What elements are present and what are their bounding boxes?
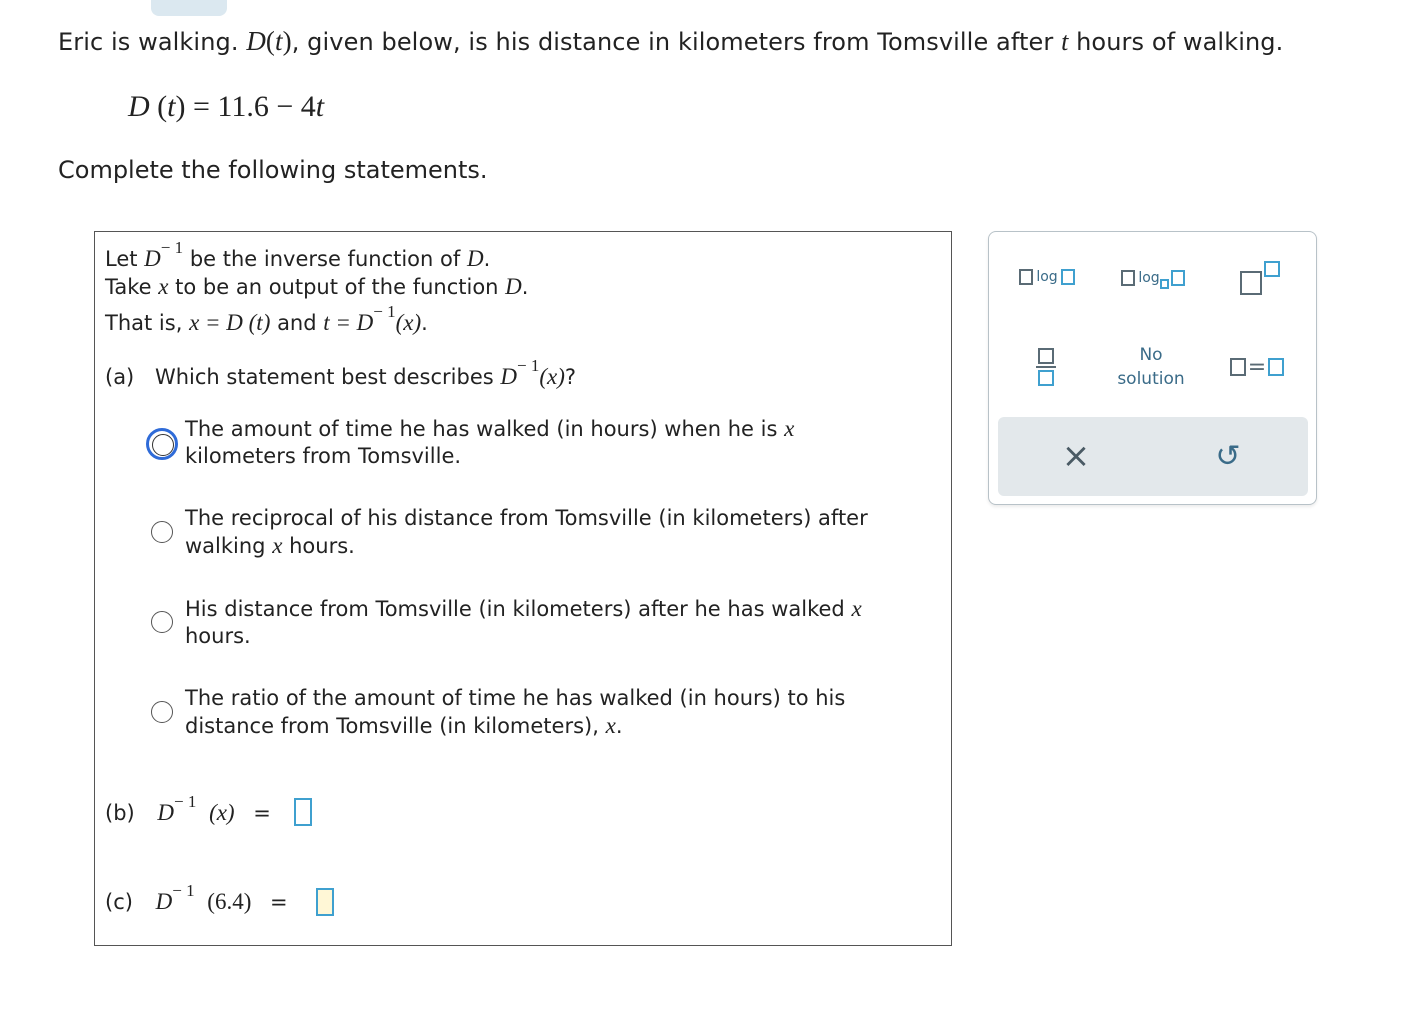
log-base-button[interactable] (1113, 262, 1193, 294)
fraction-button[interactable] (1019, 340, 1073, 394)
question-panel (94, 231, 952, 946)
equation-icon: = (1230, 355, 1284, 380)
no-solution-label-2: solution (1117, 369, 1185, 389)
option-3-label[interactable]: His distance from Tomsville (in kilometers) after he has walked x hours. (185, 596, 862, 648)
option-1-radio[interactable] (146, 428, 178, 460)
option-4-label[interactable]: The ratio of the amount of time he has walked (in hours) to his distance from Tomsville (in kilometers), x. (185, 686, 846, 738)
intro-line-2: Take x to be an output of the function D. (105, 274, 529, 299)
part-c-prompt: (c) $D^{- 1}$ (6.4) = (105, 881, 288, 914)
no-solution-label-1: No (1139, 345, 1163, 365)
no-solution-button[interactable] (1103, 340, 1199, 394)
log-button-label: log (1036, 269, 1058, 285)
part-b-answer-input[interactable] (294, 798, 312, 826)
equation-button[interactable] (1221, 350, 1293, 384)
log-value-placeholder-icon (1061, 269, 1075, 285)
math-keypad (988, 231, 1317, 505)
exponent-button[interactable] (1229, 258, 1289, 298)
exponent-icon (1236, 259, 1282, 297)
instructions: Complete the following statements. (58, 156, 488, 184)
problem-statement: Eric is walking. D(t), given below, is his distance in kilometers from Tomsville after t hours of walking. (58, 26, 1284, 56)
intro-line-1: Let $D^{- 1}$ be the inverse function of D. (105, 238, 491, 271)
undo-button[interactable] (1198, 431, 1258, 481)
clear-button[interactable] (1046, 431, 1106, 481)
log-base-subscript-icon (1160, 279, 1169, 289)
part-c-answer-input[interactable] (316, 888, 334, 916)
log-base-button-label: log (1138, 270, 1160, 286)
log-arg-placeholder-icon (1019, 269, 1033, 285)
distance-formula: D (t) = 11.6 − 4t (128, 90, 325, 123)
option-2-radio[interactable] (151, 521, 173, 543)
close-icon: × (1061, 436, 1091, 476)
log-base-value-icon (1171, 270, 1185, 286)
keypad-action-bar (998, 417, 1308, 496)
log-base-arg-placeholder-icon (1121, 270, 1135, 286)
option-4-radio[interactable] (151, 701, 173, 723)
part-b-prompt: (b) $D^{- 1}$ (x) = (105, 792, 271, 825)
part-a-prompt: (a) Which statement best describes $D^{- 1}(x)$? (105, 356, 577, 389)
log-button[interactable] (1007, 262, 1087, 292)
fraction-icon (1036, 348, 1056, 386)
option-3-radio[interactable] (151, 611, 173, 633)
intro-line-3: That is, x = D (t) and $t = D^{- 1}(x)$. (105, 302, 428, 335)
top-tab[interactable] (151, 0, 227, 16)
option-1-label[interactable]: The amount of time he has walked (in hours) when he is x kilometers from Tomsville. (185, 416, 795, 468)
option-2-label[interactable]: The reciprocal of his distance from Tomsville (in kilometers) after walking x hours. (185, 506, 868, 558)
undo-icon: ↺ (1215, 438, 1241, 474)
